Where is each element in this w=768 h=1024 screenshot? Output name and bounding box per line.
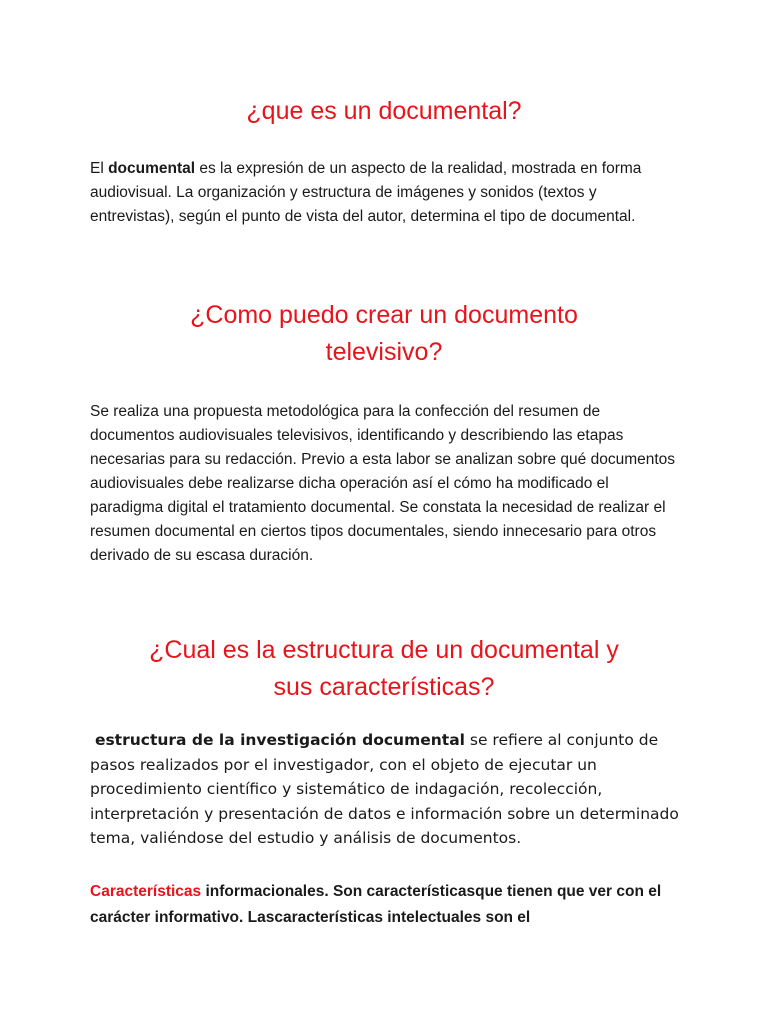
- paragraph-rest: es la expresión de un aspecto de la realidad, mostrada en forma audiovisual. La organización y estructura de imágenes y sonidos (textos y entrevistas), según el punto de vista del autor, determina el tipo de documental.: [90, 160, 642, 225]
- heading-line-2: sus características?: [273, 673, 495, 701]
- bold-term-documental: documental: [108, 160, 196, 177]
- paragraph-lead: El: [90, 160, 109, 177]
- heading-line-1: ¿Como puedo crear un documento: [190, 301, 578, 329]
- paragraph-caracteristicas: [90, 879, 682, 931]
- heading-que-es-documental: ¿que es un documental?: [246, 97, 522, 125]
- heading-estructura-caracteristicas: [0, 632, 768, 706]
- paragraph-rest: se refiere al conjunto de pasos realizados por el investigador, con el objeto de ejecutar un procedimiento científico y sistemático de indagación, recolección, interpretación y presentación de datos e información sobre un determinado tema, valiéndose del estudio y análisis de documentos.: [90, 731, 679, 847]
- paragraph-definicion-documental: [90, 157, 682, 229]
- heading-como-crear-documento: [0, 297, 768, 371]
- heading-line-2: televisivo?: [325, 338, 443, 366]
- paragraph-rest: informacionales. Son característicasque tienen que ver con el carácter informativo. Lascaracterísticas intelectuales son el: [90, 883, 662, 926]
- paragraph-propuesta-metodologica: Se realiza una propuesta metodológica para la confección del resumen de documentos audiovisuales televisivos, identificando y describiendo las etapas necesarias para su redacción. Previo a esta labor se analizan sobre qué documentos audiovisuales debe realizarse dicha operación así el cómo ha modificado el paradigma digital el tratamiento documental. Se constata la necesidad de realizar el resumen documental en ciertos tipos documentales, siendo innecesario para otros derivado de su escasa duración.: [90, 403, 676, 564]
- heading-line-1: ¿Cual es la estructura de un documental y: [149, 636, 619, 664]
- paragraph-estructura-investigacion: [90, 728, 682, 851]
- red-term-caracteristicas: Características: [90, 883, 202, 900]
- bold-term-estructura: estructura de la investigación documental: [94, 731, 465, 749]
